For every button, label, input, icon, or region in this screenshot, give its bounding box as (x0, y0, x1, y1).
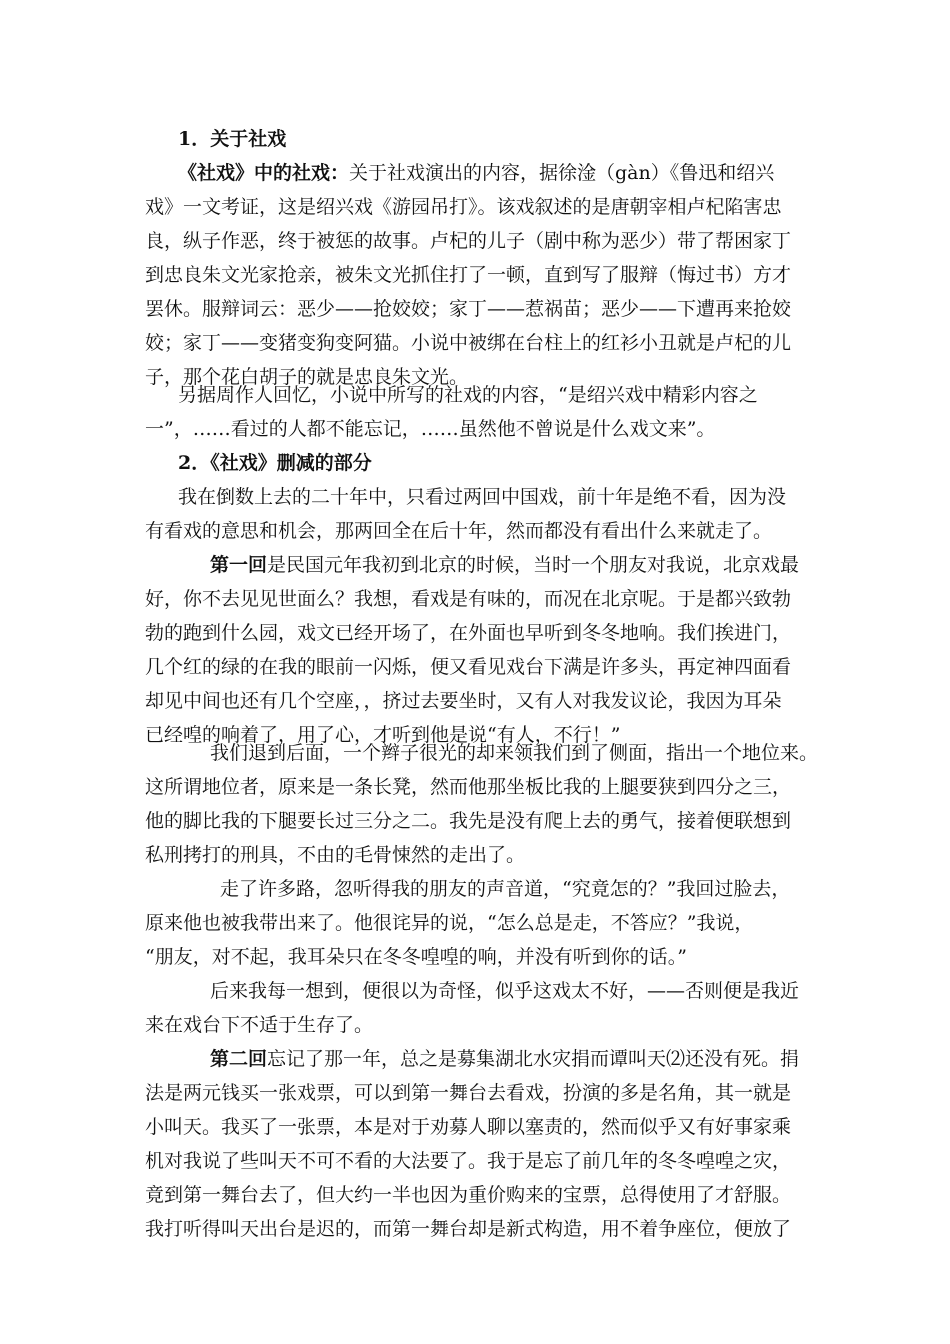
second-visit-label: 第二回 (210, 1048, 268, 1070)
section1-paragraph1-line (178, 156, 818, 190)
section1-paragraph1-line: 罢休。服辩词云：恶少——抢姣姣；家丁——惹祸苗；恶少——下遭再来抢姣 (145, 298, 792, 320)
second-visit-line: 机对我说了些叫天不可不看的大法要了。我于是忘了前几年的冬冬喤喤之灾， (145, 1150, 792, 1172)
section2-heading: 2．《社戏》删减的部分 (178, 452, 372, 474)
section1-paragraph1-line: 子，那个花白胡子的就是忠良朱文光。 (145, 366, 469, 388)
second-visit-line: 我打听得叫天出台是迟的，而第一舞台却是新式构造，用不着争座位，便放了 (145, 1218, 792, 1240)
first-visit-line: 几个红的绿的在我的眼前一闪烁，便又看见戏台下满是许多头，再定神四面看 (145, 656, 792, 678)
section1-p1-text: 关于社戏演出的内容，据徐淦（gàn）《鲁迅和绍兴 (349, 162, 775, 184)
section2-intro-line: 我在倒数上去的二十年中，只看过两回中国戏，前十年是绝不看，因为没 (178, 486, 787, 508)
later-paragraph-line: 后来我每一想到，便很以为奇怪，似乎这戏太不好，——否则便是我近 (210, 980, 800, 1002)
section1-paragraph1-line: 良，纵子作恶，终于被惩的故事。卢杞的儿子（剧中称为恶少）带了帮困家丁 (145, 230, 792, 252)
section1-paragraph1-line: 戏》一文考证，这是绍兴戏《游园吊打》。该戏叙述的是唐朝宰相卢杞陷害忠 (145, 196, 782, 218)
seat-paragraph-line: 他的脚比我的下腿要长过三分之二。我先是没有爬上去的勇气，接着便联想到 (145, 810, 792, 832)
seat-paragraph-line: 我们退到后面，一个辫子很光的却来领我们到了侧面，指出一个地位来。 (210, 742, 819, 764)
section1-heading: 1．关于社戏 (178, 128, 287, 150)
first-visit-line: 已经喤的响着了，用了心，才听到他是说“有人，不行！” (145, 724, 621, 746)
first-visit-line: 却见中间也还有几个空座，，挤过去要坐时，又有人对我发议论，我因为耳朵 (145, 690, 782, 712)
section2-intro-line: 有看戏的意思和机会，那两回全在后十年，然而都没有看出什么来就走了。 (145, 520, 773, 542)
section1-paragraph1-line: 到忠良朱文光家抢亲，被朱文光抓住打了一顿，直到写了服辩（悔过书）方才 (145, 264, 792, 286)
section1-term: 《社戏》中的社戏： (178, 162, 350, 184)
first-visit-line: 勃的跑到什么园，戏文已经开场了，在外面也早听到冬冬地响。我们挨进门， (145, 622, 792, 644)
seat-paragraph-line: 这所谓地位者，原来是一条长凳，然而他那坐板比我的上腿要狭到四分之三， (145, 776, 792, 798)
walk-paragraph-line: 走了许多路，忽听得我的朋友的声音道，“究竟怎的？”我回过脸去， (220, 878, 791, 900)
section1-paragraph2-line: 另据周作人回忆，小说中所写的社戏的内容，“是绍兴戏中精彩内容之 (178, 384, 758, 406)
seat-paragraph-line: 私刑拷打的刑具，不由的毛骨悚然的走出了。 (145, 844, 526, 866)
section1-paragraph2-line: 一”，……看过的人都不能忘记，……虽然他不曾说是什么戏文来”。 (145, 418, 716, 440)
second-visit-line: 竟到第一舞台去了，但大约一半也因为重价购来的宝票，总得使用了才舒服。 (145, 1184, 792, 1206)
first-visit-line: 好，你不去见见世面么？我想，看戏是有味的，而况在北京呢。于是都兴致勃 (145, 588, 792, 610)
walk-paragraph-line: “朋友，对不起，我耳朵只在冬冬喤喤的响，并没有听到你的话。” (145, 946, 687, 968)
second-visit-text: 忘记了那一年，总之是募集湖北水灾捐而谭叫天⑵还没有死。捐 (267, 1048, 800, 1070)
second-visit-line: 小叫天。我买了一张票，本是对于劝募人聊以塞责的，然而似乎又有好事家乘 (145, 1116, 792, 1138)
second-visit-line (210, 1042, 820, 1076)
section1-paragraph1-line: 姣；家丁——变猪变狗变阿猫。小说中被绑在台柱上的红衫小丑就是卢杞的儿 (145, 332, 792, 354)
first-visit-label: 第一回 (210, 554, 268, 576)
first-visit-text: 是民国元年我初到北京的时候，当时一个朋友对我说，北京戏最 (267, 554, 800, 576)
later-paragraph-line: 来在戏台下不适于生存了。 (145, 1014, 374, 1036)
second-visit-line: 法是两元钱买一张戏票，可以到第一舞台去看戏，扮演的多是名角，其一就是 (145, 1082, 792, 1104)
first-visit-line (210, 548, 820, 582)
walk-paragraph-line: 原来他也被我带出来了。他很诧异的说，“怎么总是走，不答应？”我说， (145, 912, 754, 934)
